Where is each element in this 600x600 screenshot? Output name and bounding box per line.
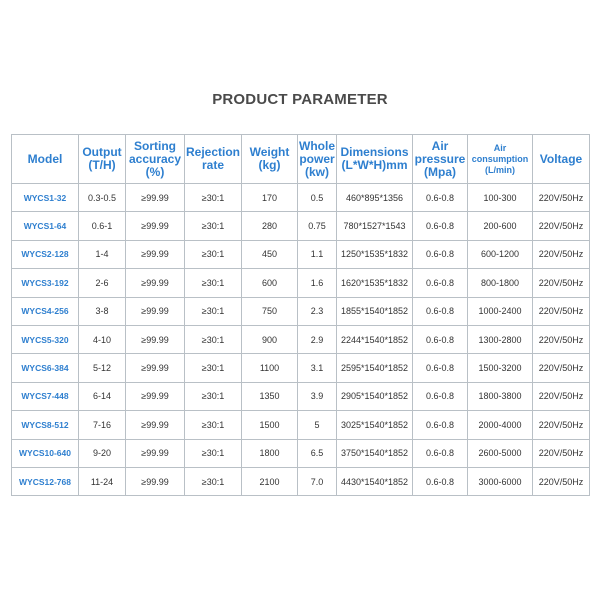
voltage-cell: 220V/50Hz <box>533 411 590 439</box>
sorting-accuracy-cell: ≥99.99 <box>126 382 185 410</box>
weight-cell: 1800 <box>242 439 298 467</box>
model-cell: WYCS4-256 <box>12 297 79 325</box>
air-consumption-cell: 1500-3200 <box>468 354 533 382</box>
air-pressure-cell: 0.6-0.8 <box>413 212 468 240</box>
table-row <box>12 467 590 495</box>
whole-power-cell: 3.1 <box>298 354 337 382</box>
sorting-accuracy-cell: ≥99.99 <box>126 269 185 297</box>
air-pressure-cell: 0.6-0.8 <box>413 382 468 410</box>
air-consumption-cell: 1800-3800 <box>468 382 533 410</box>
weight-cell: 750 <box>242 297 298 325</box>
header-weight: Weight (kg) <box>242 135 298 184</box>
weight-cell: 1350 <box>242 382 298 410</box>
model-cell: WYCS2-128 <box>12 240 79 268</box>
dimensions-cell: 4430*1540*1852 <box>337 467 413 495</box>
output-cell: 11-24 <box>79 467 126 495</box>
air-consumption-cell: 200-600 <box>468 212 533 240</box>
dimensions-cell: 460*895*1356 <box>337 184 413 212</box>
air-pressure-cell: 0.6-0.8 <box>413 269 468 297</box>
dimensions-cell: 2905*1540*1852 <box>337 382 413 410</box>
air-pressure-cell: 0.6-0.8 <box>413 240 468 268</box>
air-consumption-cell: 800-1800 <box>468 269 533 297</box>
sorting-accuracy-cell: ≥99.99 <box>126 184 185 212</box>
rejection-rate-cell: ≥30:1 <box>185 184 242 212</box>
table-row <box>12 184 590 212</box>
rejection-rate-cell: ≥30:1 <box>185 297 242 325</box>
header-air-pressure: Air pressure (Mpa) <box>413 135 468 184</box>
output-cell: 3-8 <box>79 297 126 325</box>
output-cell: 1-4 <box>79 240 126 268</box>
sorting-accuracy-cell: ≥99.99 <box>126 212 185 240</box>
table-row <box>12 212 590 240</box>
dimensions-cell: 1250*1535*1832 <box>337 240 413 268</box>
output-cell: 4-10 <box>79 325 126 353</box>
model-cell: WYCS1-64 <box>12 212 79 240</box>
rejection-rate-cell: ≥30:1 <box>185 382 242 410</box>
voltage-cell: 220V/50Hz <box>533 382 590 410</box>
dimensions-cell: 2595*1540*1852 <box>337 354 413 382</box>
whole-power-cell: 0.5 <box>298 184 337 212</box>
weight-cell: 280 <box>242 212 298 240</box>
table-row <box>12 354 590 382</box>
air-pressure-cell: 0.6-0.8 <box>413 467 468 495</box>
rejection-rate-cell: ≥30:1 <box>185 411 242 439</box>
model-cell: WYCS7-448 <box>12 382 79 410</box>
header-sorting-accuracy: Sorting accuracy (%) <box>126 135 185 184</box>
output-cell: 7-16 <box>79 411 126 439</box>
weight-cell: 450 <box>242 240 298 268</box>
header-output: Output (T/H) <box>79 135 126 184</box>
dimensions-cell: 2244*1540*1852 <box>337 325 413 353</box>
voltage-cell: 220V/50Hz <box>533 297 590 325</box>
air-consumption-cell: 1300-2800 <box>468 325 533 353</box>
table-row <box>12 269 590 297</box>
air-pressure-cell: 0.6-0.8 <box>413 411 468 439</box>
model-cell: WYCS1-32 <box>12 184 79 212</box>
rejection-rate-cell: ≥30:1 <box>185 240 242 268</box>
air-pressure-cell: 0.6-0.8 <box>413 297 468 325</box>
sorting-accuracy-cell: ≥99.99 <box>126 467 185 495</box>
weight-cell: 1500 <box>242 411 298 439</box>
rejection-rate-cell: ≥30:1 <box>185 467 242 495</box>
whole-power-cell: 7.0 <box>298 467 337 495</box>
header-model: Model <box>12 135 79 184</box>
weight-cell: 2100 <box>242 467 298 495</box>
voltage-cell: 220V/50Hz <box>533 439 590 467</box>
dimensions-cell: 780*1527*1543 <box>337 212 413 240</box>
air-pressure-cell: 0.6-0.8 <box>413 354 468 382</box>
weight-cell: 170 <box>242 184 298 212</box>
model-cell: WYCS8-512 <box>12 411 79 439</box>
voltage-cell: 220V/50Hz <box>533 269 590 297</box>
model-cell: WYCS5-320 <box>12 325 79 353</box>
air-pressure-cell: 0.6-0.8 <box>413 439 468 467</box>
header-voltage: Voltage <box>533 135 590 184</box>
dimensions-cell: 1855*1540*1852 <box>337 297 413 325</box>
whole-power-cell: 3.9 <box>298 382 337 410</box>
whole-power-cell: 1.6 <box>298 269 337 297</box>
rejection-rate-cell: ≥30:1 <box>185 212 242 240</box>
whole-power-cell: 2.9 <box>298 325 337 353</box>
table-row <box>12 325 590 353</box>
whole-power-cell: 0.75 <box>298 212 337 240</box>
table-row <box>12 382 590 410</box>
table-row <box>12 297 590 325</box>
weight-cell: 600 <box>242 269 298 297</box>
header-air-consumption: Air consumption (L/min) <box>468 135 533 184</box>
table-row <box>12 411 590 439</box>
product-parameter-table <box>11 134 590 496</box>
model-cell: WYCS3-192 <box>12 269 79 297</box>
air-consumption-cell: 2600-5000 <box>468 439 533 467</box>
voltage-cell: 220V/50Hz <box>533 240 590 268</box>
whole-power-cell: 2.3 <box>298 297 337 325</box>
output-cell: 0.6-1 <box>79 212 126 240</box>
voltage-cell: 220V/50Hz <box>533 325 590 353</box>
whole-power-cell: 5 <box>298 411 337 439</box>
header-dimensions: Dimensions (L*W*H)mm <box>337 135 413 184</box>
whole-power-cell: 1.1 <box>298 240 337 268</box>
rejection-rate-cell: ≥30:1 <box>185 354 242 382</box>
output-cell: 6-14 <box>79 382 126 410</box>
air-consumption-cell: 3000-6000 <box>468 467 533 495</box>
dimensions-cell: 3025*1540*1852 <box>337 411 413 439</box>
output-cell: 2-6 <box>79 269 126 297</box>
dimensions-cell: 1620*1535*1832 <box>337 269 413 297</box>
model-cell: WYCS10-640 <box>12 439 79 467</box>
voltage-cell: 220V/50Hz <box>533 354 590 382</box>
whole-power-cell: 6.5 <box>298 439 337 467</box>
table-body <box>12 184 590 496</box>
table-row <box>12 240 590 268</box>
rejection-rate-cell: ≥30:1 <box>185 439 242 467</box>
air-consumption-cell: 1000-2400 <box>468 297 533 325</box>
table-row <box>12 439 590 467</box>
weight-cell: 1100 <box>242 354 298 382</box>
output-cell: 0.3-0.5 <box>79 184 126 212</box>
sorting-accuracy-cell: ≥99.99 <box>126 297 185 325</box>
weight-cell: 900 <box>242 325 298 353</box>
header-rejection-rate: Rejection rate <box>185 135 242 184</box>
voltage-cell: 220V/50Hz <box>533 212 590 240</box>
rejection-rate-cell: ≥30:1 <box>185 269 242 297</box>
rejection-rate-cell: ≥30:1 <box>185 325 242 353</box>
voltage-cell: 220V/50Hz <box>533 467 590 495</box>
output-cell: 5-12 <box>79 354 126 382</box>
air-consumption-cell: 600-1200 <box>468 240 533 268</box>
output-cell: 9-20 <box>79 439 126 467</box>
air-pressure-cell: 0.6-0.8 <box>413 325 468 353</box>
sorting-accuracy-cell: ≥99.99 <box>126 354 185 382</box>
table-header-row <box>12 135 590 184</box>
dimensions-cell: 3750*1540*1852 <box>337 439 413 467</box>
voltage-cell: 220V/50Hz <box>533 184 590 212</box>
model-cell: WYCS12-768 <box>12 467 79 495</box>
sorting-accuracy-cell: ≥99.99 <box>126 411 185 439</box>
header-whole-power: Whole power (kw) <box>298 135 337 184</box>
model-cell: WYCS6-384 <box>12 354 79 382</box>
sorting-accuracy-cell: ≥99.99 <box>126 240 185 268</box>
page-title: PRODUCT PARAMETER <box>212 91 388 108</box>
sorting-accuracy-cell: ≥99.99 <box>126 325 185 353</box>
air-consumption-cell: 2000-4000 <box>468 411 533 439</box>
air-consumption-cell: 100-300 <box>468 184 533 212</box>
air-pressure-cell: 0.6-0.8 <box>413 184 468 212</box>
sorting-accuracy-cell: ≥99.99 <box>126 439 185 467</box>
